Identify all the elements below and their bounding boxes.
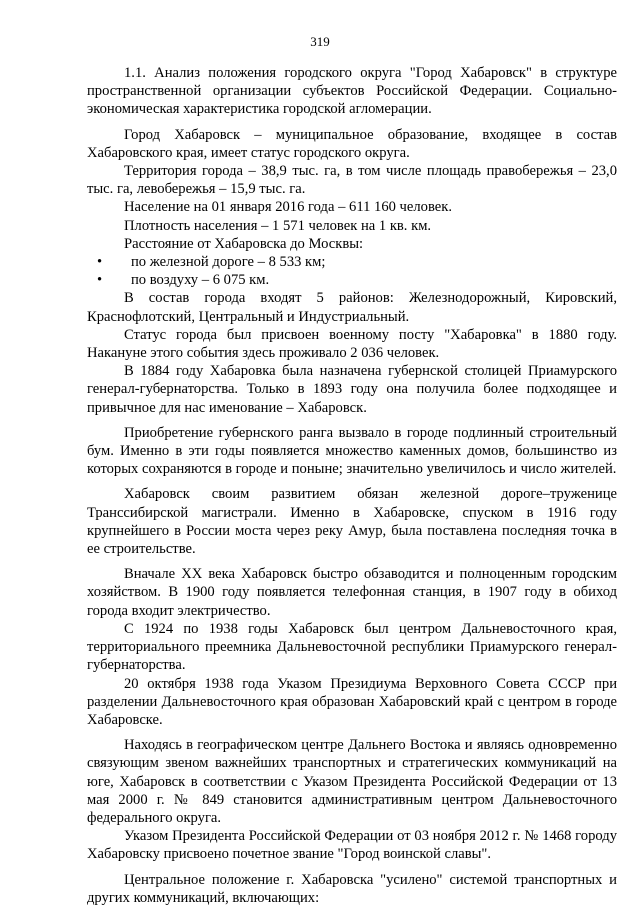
- paragraph-communications: Центральное положение г. Хабаровска "усилено" системой транспортных и других коммуникаций, включающих:: [87, 871, 617, 906]
- paragraph-1884: В 1884 году Хабаровка была назначена губернской столицей Приамурского генерал-губернаторства. Только в 1893 году она получила более подходящее и привычное для нас именование – Хабаровск.: [87, 363, 617, 416]
- bullet-icon: •: [97, 272, 103, 289]
- paragraph-distance-intro: Расстояние от Хабаровска до Москвы:: [124, 235, 364, 252]
- paragraph-population: Население на 01 января 2016 года – 611 160 человек.: [124, 199, 452, 216]
- document-body: [87, 64, 617, 907]
- paragraph-1924-1938: С 1924 по 1938 годы Хабаровск был центром Дальневосточного края, территориального преемника Дальневосточной республики Приамурского генерал-губернаторства.: [87, 620, 617, 674]
- bullet-icon: •: [97, 254, 103, 271]
- list-item: [87, 271, 617, 289]
- paragraph-districts: В состав города входят 5 районов: Железнодорожный, Кировский, Краснофлотский, Центральный и Индустриальный.: [87, 290, 617, 325]
- paragraph-territory: Территория города – 38,9 тыс. га, в том числе площадь правобережья – 23,0 тыс. га, левобережья – 15,9 тыс. га.: [87, 163, 617, 198]
- paragraph-20th-century: Вначале XX века Хабаровск быстро обзаводится и полноценным городским хозяйством. В 1900 году появляется телефонная станция, в 1907 году в обиход города входит электричество.: [87, 566, 617, 619]
- paragraph-municipal-status: Город Хабаровск – муниципальное образование, входящее в состав Хабаровского края, имеет статус городского округа.: [87, 126, 617, 161]
- list-item: [87, 253, 617, 271]
- paragraph-1938-decree: 20 октября 1938 года Указом Президиума Верховного Совета СССР при разделении Дальневосточного края образован Хабаровский край с центром в городе Хабаровске.: [87, 675, 617, 728]
- distance-list: [87, 253, 617, 289]
- section-heading-paragraph: 1.1. Анализ положения городского округа "Город Хабаровск" в структуре пространственной организации субъектов Российской Федерации. Социально-экономическая характеристика городской агломерации.: [87, 65, 617, 118]
- list-item-text: по воздуху – 6 075 км.: [131, 272, 270, 289]
- paragraph-military-glory: Указом Президента Российской Федерации от 03 ноября 2012 г. № 1468 городу Хабаровску присвоено почетное звание "Город воинской славы".: [87, 828, 617, 863]
- paragraph-railway: Хабаровск своим развитием обязан железной дороге–труженице Транссибирской магистрали. Именно в Хабаровске, спуском в 1916 году крупнейшего в России моста через реку Амур, была поставлена последняя точка в ее строительстве.: [87, 486, 617, 558]
- paragraph-city-status: Статус города был присвоен военному посту "Хабаровка" в 1880 году. Накануне этого события здесь проживало 2 036 человек.: [87, 326, 617, 362]
- paragraph-federal-district: Находясь в географическом центре Дальнего Востока и являясь одновременно связующим звеном важнейших транспортных и стратегических коммуникаций на юге, Хабаровск в соответствии с Указом Президента Российской Федерации от 13 мая 2000 г. № 849 становится административным центром Дальневосточного федерального округа.: [87, 737, 617, 826]
- paragraph-building-boom: Приобретение губернского ранга вызвало в городе подлинный строительный бум. Именно в эти годы появляется множество каменных домов, большинство из которых сохраняются в городе и поныне; значительно увеличилось и число жителей.: [87, 424, 617, 478]
- page-number: 319: [310, 34, 330, 49]
- list-item-text: по железной дороге – 8 533 км;: [131, 254, 326, 271]
- paragraph-density: Плотность населения – 1 571 человек на 1 кв. км.: [124, 217, 432, 234]
